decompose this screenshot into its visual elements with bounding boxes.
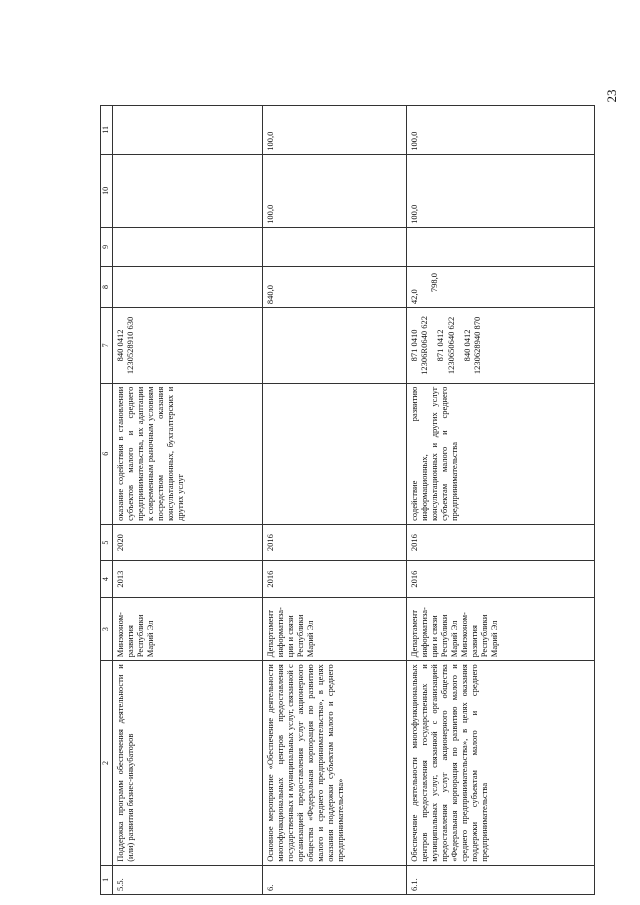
table-row: [113, 106, 263, 895]
value-col-10: [113, 154, 263, 227]
end-year: 2016: [263, 524, 407, 561]
value-col-8: [113, 266, 263, 307]
budget-code: [407, 308, 595, 383]
executor-secondary: Минэконом-развития Республики Марий Эл: [459, 612, 500, 658]
end-year: 2020: [113, 524, 263, 561]
measure-name: Основное мероприятие «Обеспечение деятельности многофункциональных центров предоставления государственных и муниципальных услуг, связанной с организацией предоставления услуг акционерного общества «Федеральная корпорация по развитию малого и среднего предпринимательства», в целях оказания поддержки субъектам малого и среднего предпринимательства»: [263, 661, 407, 866]
measure-name: Обеспечение деятельности многофункциональных центров предоставления государственных и муниципальных услуг, связанной с организацией предоставления услуг акционерного общества «Федеральная корпорация по развитию малого и среднего предпринимательства», в целях оказания поддержки субъектам малого и среднего предпринимательства: [407, 661, 595, 866]
end-year: 2016: [407, 524, 595, 561]
value-col-8-b: 798,0: [429, 273, 440, 293]
budget-code: [263, 308, 407, 383]
row-number: 6.1.: [407, 865, 595, 894]
expected-result: [263, 383, 407, 524]
row-number: 6.: [263, 865, 407, 894]
expected-result: содействие развитию информационных, консультационных и других услуг субъектам малого и среднего предпринимательства: [407, 383, 595, 524]
budget-code-line: 871 0412 1230650640 622: [435, 316, 456, 375]
col-header-5: 5: [101, 524, 113, 561]
executor: Минэконом-развития Республики Марий Эл: [113, 597, 263, 660]
expected-result: оказание содействия в становлении субъектов малого и среднего предпринимательства, их адаптации к современным рыночным условиям посредством оказания консультационных, бухгалтерских и других услуг: [113, 383, 263, 524]
value-col-10: 100,0: [407, 154, 595, 227]
executor: Департамент информатиза-ции и связи Республики Марий Эл: [263, 597, 407, 660]
value-col-9: [113, 227, 263, 266]
value-col-9: [263, 227, 407, 266]
value-col-10: 100,0: [263, 154, 407, 227]
col-header-10: 10: [101, 154, 113, 227]
col-header-2: 2: [101, 661, 113, 866]
column-number-row: [101, 106, 113, 895]
budget-code-line: 840 0412 1230528910 630: [115, 316, 136, 375]
value-col-11: 100,0: [263, 106, 407, 155]
col-header-6: 6: [101, 383, 113, 524]
value-col-11: 100,0: [407, 106, 595, 155]
col-header-8: 8: [101, 266, 113, 307]
table-row: [263, 106, 407, 895]
value-col-8: [407, 266, 595, 307]
page-number: 23: [604, 89, 619, 103]
budget-code-line: 871 0410 12306R0640 622: [409, 316, 430, 375]
measure-name: Поддержка программ обеспечения деятельности и (или) развития бизнес-инкубаторов: [113, 661, 263, 866]
value-col-8-a: 42,0: [409, 289, 419, 305]
budget-code-line: 840 0412 1230628940 870: [461, 316, 482, 375]
row-number: 5.5.: [113, 865, 263, 894]
start-year: 2016: [263, 561, 407, 598]
executor: [407, 597, 595, 660]
measures-table: [100, 105, 595, 895]
col-header-7: 7: [101, 308, 113, 383]
col-header-11: 11: [101, 106, 113, 155]
value-col-9: [407, 227, 595, 266]
executor-primary: Департамент информатиза-ции и связи Республики Марий Эл: [409, 607, 460, 658]
start-year: 2013: [113, 561, 263, 598]
rotated-table-wrapper: [100, 105, 630, 895]
value-col-11: [113, 106, 263, 155]
start-year: 2016: [407, 561, 595, 598]
col-header-4: 4: [101, 561, 113, 598]
table-row: [407, 106, 595, 895]
col-header-1: 1: [101, 865, 113, 894]
col-header-9: 9: [101, 227, 113, 266]
budget-code: [113, 308, 263, 383]
col-header-3: 3: [101, 597, 113, 660]
value-col-8: 840,0: [263, 266, 407, 307]
